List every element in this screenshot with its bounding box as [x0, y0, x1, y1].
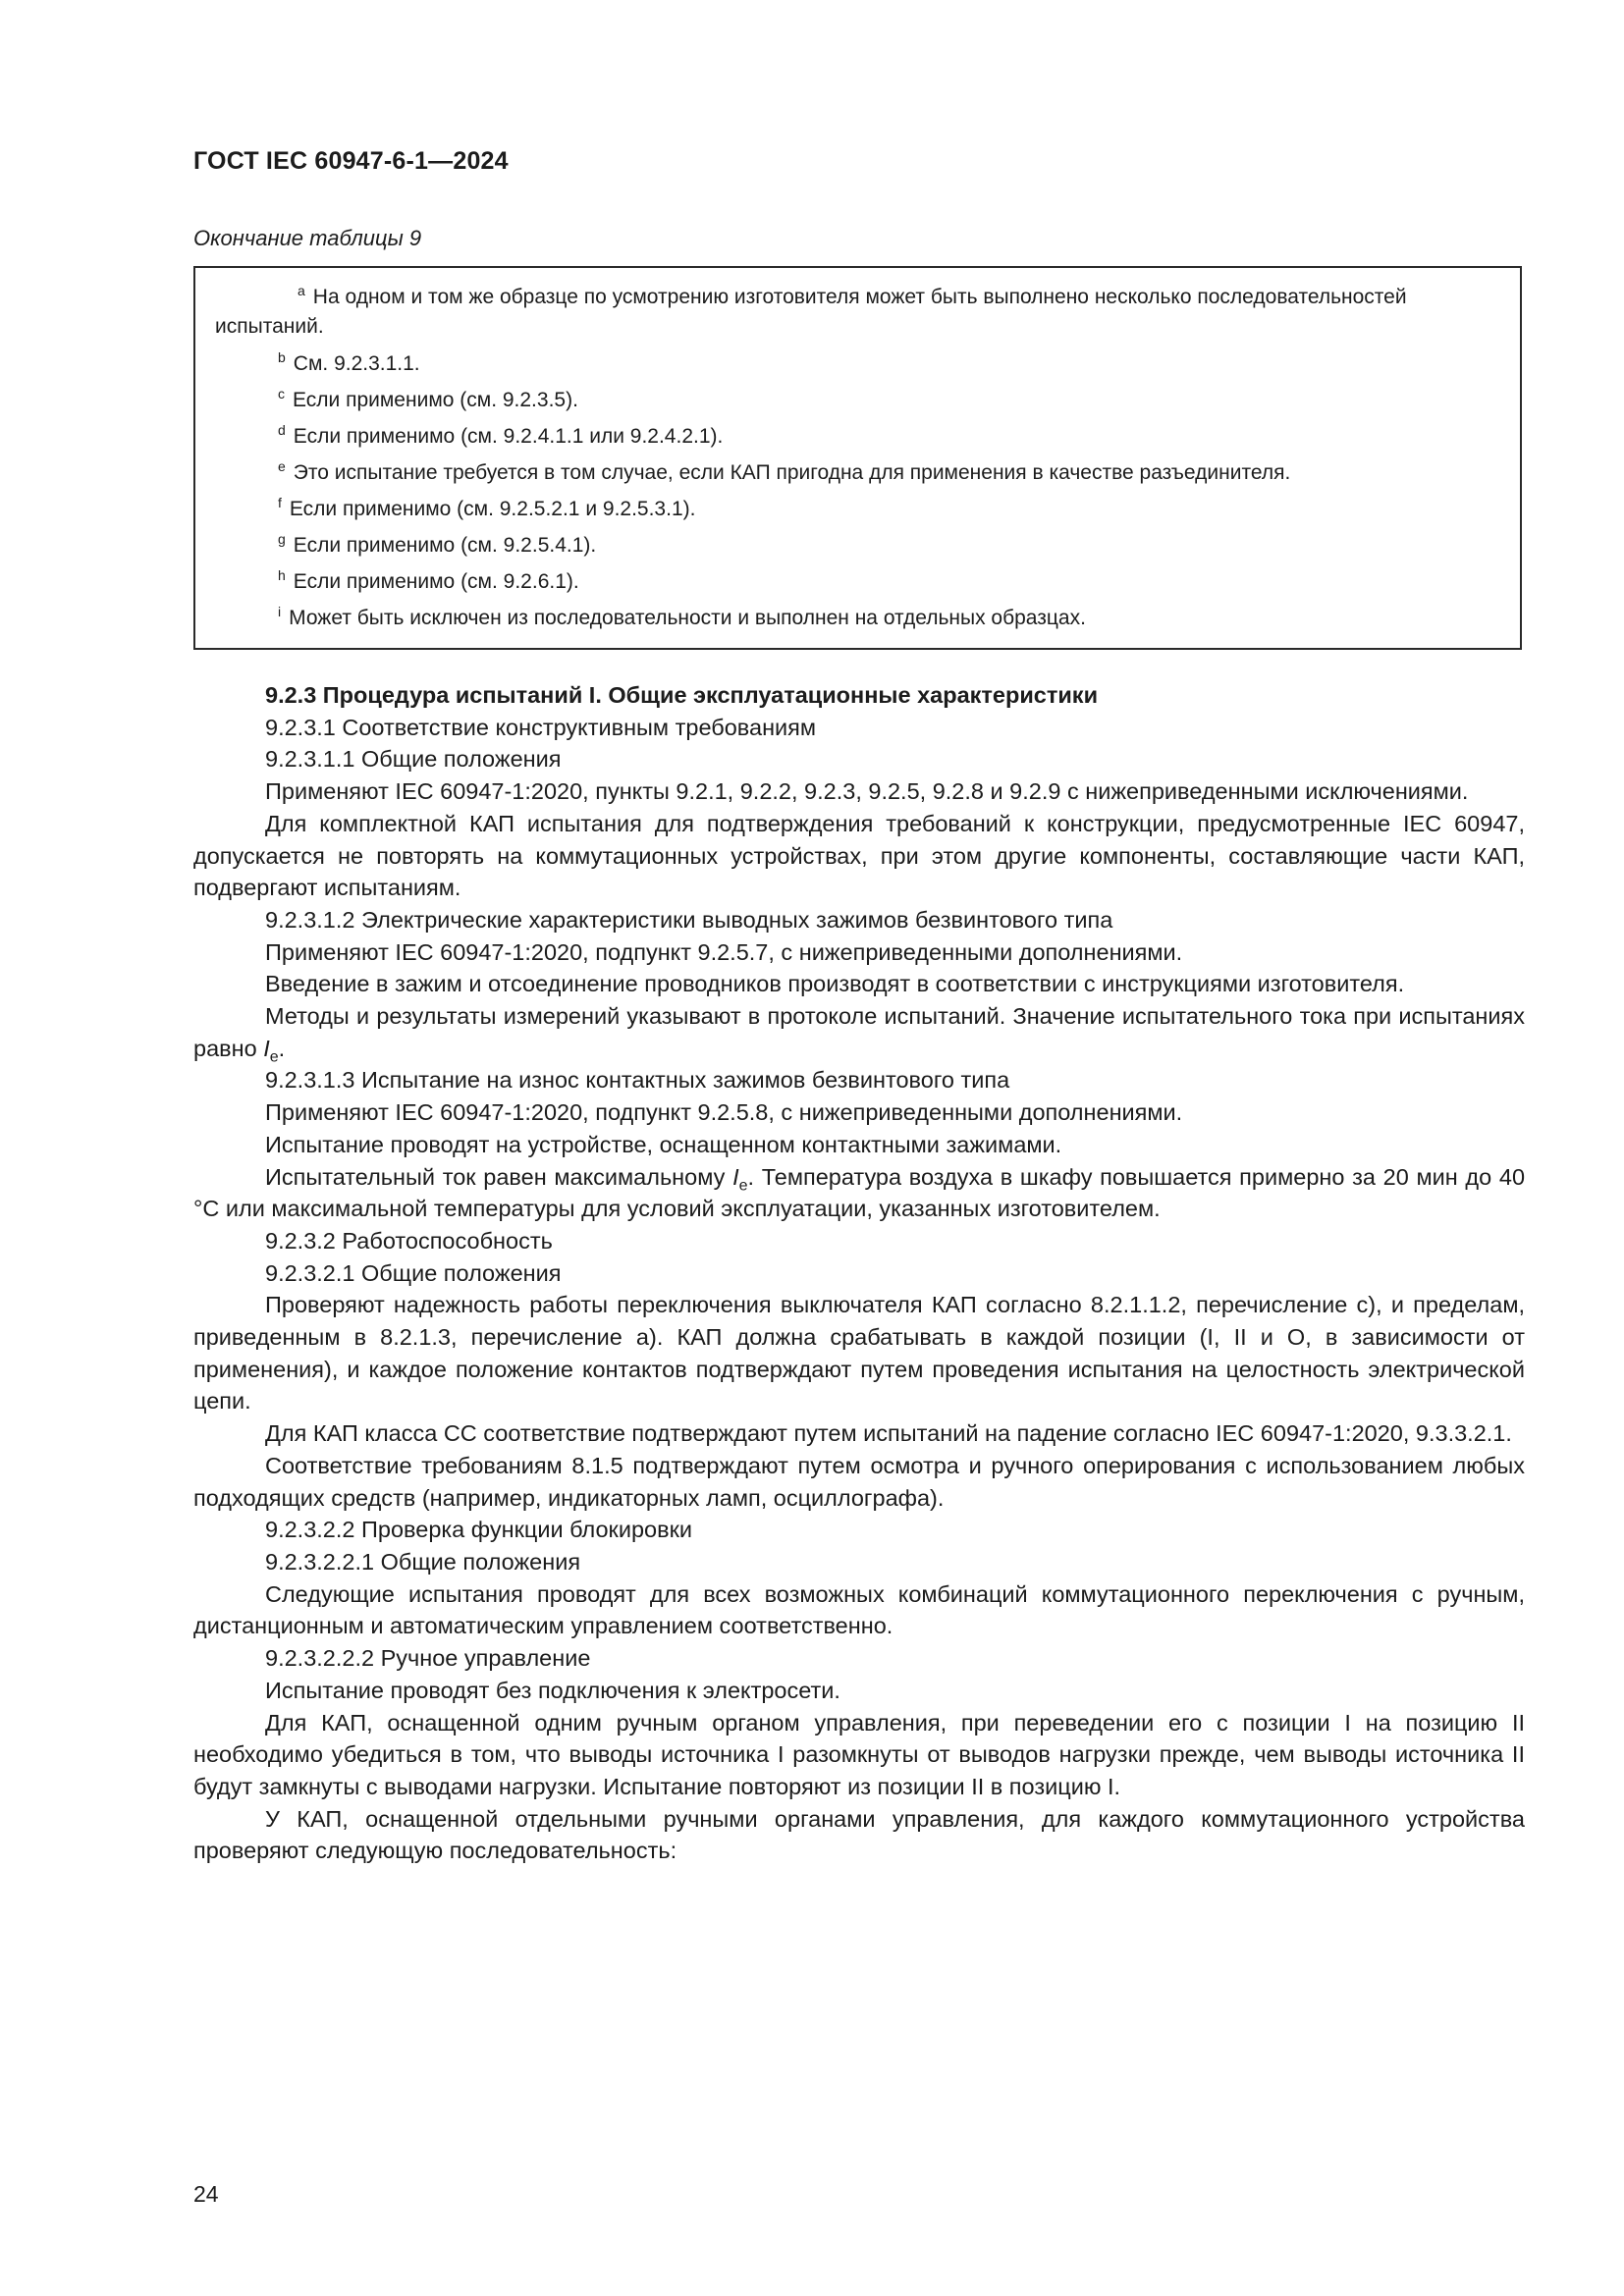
paragraph: Введение в зажим и отсоединение проводников производят в соответствии с инструкциями изготовителя.	[265, 971, 1405, 997]
footnote-mark: f	[278, 495, 282, 510]
text-run: Методы и результаты измерений указывают в протоколе испытаний. Значение испытательного тока при испытаниях равно	[193, 1003, 1525, 1061]
current-subscript: e	[738, 1177, 748, 1195]
footnote-mark: h	[278, 567, 286, 583]
footnote-text: Если применимо (см. 9.2.4.1.1 или 9.2.4.2.1).	[293, 425, 724, 448]
footnote-text: См. 9.2.3.1.1.	[293, 352, 420, 375]
current-subscript: e	[269, 1048, 279, 1066]
subsection-heading-9-2-3-2-2: 9.2.3.2.2 Проверка функции блокировки	[265, 1517, 692, 1543]
text-run: . Температура воздуха в шкафу повышается примерно за 20 мин до 40 °С или максимальной температуры для условий эксплуатации, указанных изготовителем.	[193, 1163, 1526, 1222]
paragraph: Применяют IEC 60947-1:2020, подпункт 9.2.5.8, с нижеприведенными дополнениями.	[265, 1099, 1183, 1126]
paragraph: Для КАП, оснащенной одним ручным органом управления, при переведении его с позиции I на позицию II необходимо убедиться в том, что выводы источника I разомкнуты от выводов нагрузки прежде, чем выводы источника II будут замкнуты с выводами нагрузки. Испытание повторяют из позиции II в позицию I.	[193, 1709, 1525, 1799]
footnote-text: На одном и том же образце по усмотрению изготовителя может быть выполнено несколько последовательностей испытаний.	[215, 286, 1407, 338]
footnote-e	[215, 458, 1500, 488]
paragraph: Применяют IEC 60947-1:2020, подпункт 9.2.5.7, с нижеприведенными дополнениями.	[265, 938, 1183, 965]
footnote-mark: d	[278, 422, 286, 438]
subsection-heading-9-2-3-1-1: 9.2.3.1.1 Общие положения	[265, 746, 562, 773]
footnote-i	[215, 604, 1500, 633]
page-number: 24	[193, 2181, 219, 2207]
footnote-b	[215, 349, 1500, 379]
subsection-heading-9-2-3-1-3: 9.2.3.1.3 Испытание на износ контактных зажимов безвинтового типа	[265, 1067, 1010, 1094]
footnote-g	[215, 531, 1500, 561]
document-header-code: ГОСТ IEC 60947-6-1—2024	[193, 147, 509, 175]
section-heading-9-2-3: 9.2.3 Процедура испытаний I. Общие эксплуатационные характеристики	[265, 682, 1099, 708]
paragraph: Применяют IEC 60947-1:2020, пункты 9.2.1, 9.2.2, 9.2.3, 9.2.5, 9.2.8 и 9.2.9 с нижеприведенными исключениями.	[265, 778, 1469, 805]
footnote-mark: i	[278, 604, 282, 619]
paragraph-test-current-max	[193, 1161, 1525, 1225]
footnote-h	[215, 567, 1500, 597]
subsection-heading-9-2-3-2-2-2: 9.2.3.2.2.2 Ручное управление	[265, 1645, 591, 1672]
paragraph: Испытание проводят на устройстве, оснащенном контактными зажимами.	[265, 1131, 1062, 1157]
paragraph: У КАП, оснащенной отдельными ручными органами управления, для каждого коммутационного устройства проверяют следующую последовательность:	[193, 1805, 1525, 1864]
subsection-heading-9-2-3-1: 9.2.3.1 Соответствие конструктивным требованиям	[265, 714, 817, 740]
subsection-heading-9-2-3-2-1: 9.2.3.2.1 Общие положения	[265, 1259, 562, 1286]
paragraph: Проверяют надежность работы переключения выключателя КАП согласно 8.2.1.1.2, перечисление с), и пределам, приведенным в 8.2.1.3, перечисление а). КАП должна срабатывать в каждой позиции (I, II и O, в зависимости от применения), и каждое положение контактов подтверждают путем проведения испытания на целостность электрической цепи.	[193, 1292, 1525, 1415]
paragraph: Для КАП класса СС соответствие подтверждают путем испытаний на падение согласно IEC 60947-1:2020, 9.3.3.2.1.	[265, 1420, 1512, 1447]
document-body	[193, 679, 1525, 1867]
footnote-text: Если применимо (см. 9.2.5.2.1 и 9.2.5.3.1).	[289, 498, 696, 520]
footnote-text: Если применимо (см. 9.2.3.5).	[293, 389, 578, 411]
paragraph: Следующие испытания проводят для всех возможных комбинаций коммутационного переключения с ручным, дистанционным и автоматическим управлением соответственно.	[193, 1580, 1525, 1639]
paragraph: Для комплектной КАП испытания для подтверждения требований к конструкции, предусмотренные IEC 60947, допускается не повторять на коммутационных устройствах, при этом другие компоненты, составляющие части КАП, подвергают испытаниям.	[193, 810, 1525, 901]
subsection-heading-9-2-3-1-2: 9.2.3.1.2 Электрические характеристики выводных зажимов безвинтового типа	[265, 906, 1113, 933]
table-continuation-caption: Окончание таблицы 9	[193, 226, 422, 250]
paragraph: Испытание проводят без подключения к электросети.	[265, 1677, 840, 1703]
footnote-mark: e	[278, 458, 286, 474]
paragraph: Соответствие требованиям 8.1.5 подтверждают путем осмотра и ручного оперирования с использованием любых подходящих средств (например, индикаторных ламп, осциллографа).	[193, 1452, 1525, 1511]
footnote-text: Если применимо (см. 9.2.5.4.1).	[293, 534, 597, 557]
footnote-mark: g	[278, 531, 286, 547]
footnote-c	[215, 386, 1500, 415]
footnote-text: Если применимо (см. 9.2.6.1).	[293, 570, 579, 593]
text-run: .	[278, 1035, 286, 1061]
footnote-d	[215, 422, 1500, 452]
current-symbol: I	[732, 1163, 739, 1190]
footnote-mark: a	[298, 283, 305, 298]
current-symbol: I	[263, 1035, 270, 1061]
footnote-f	[215, 495, 1500, 524]
footnote-mark: c	[278, 386, 285, 401]
footnote-text: Это испытание требуется в том случае, если КАП пригодна для применения в качестве разъединителя.	[293, 461, 1291, 484]
footnote-a	[195, 283, 1500, 342]
subsection-heading-9-2-3-2: 9.2.3.2 Работоспособность	[265, 1227, 553, 1254]
footnote-text: Может быть исключен из последовательности и выполнен на отдельных образцах.	[289, 607, 1086, 629]
subsection-heading-9-2-3-2-2-1: 9.2.3.2.2.1 Общие положения	[265, 1548, 581, 1575]
paragraph-test-current	[193, 1000, 1525, 1064]
text-run: Испытательный ток равен максимальному	[265, 1163, 733, 1190]
table-footnotes-box	[193, 266, 1522, 650]
footnote-mark: b	[278, 349, 286, 365]
